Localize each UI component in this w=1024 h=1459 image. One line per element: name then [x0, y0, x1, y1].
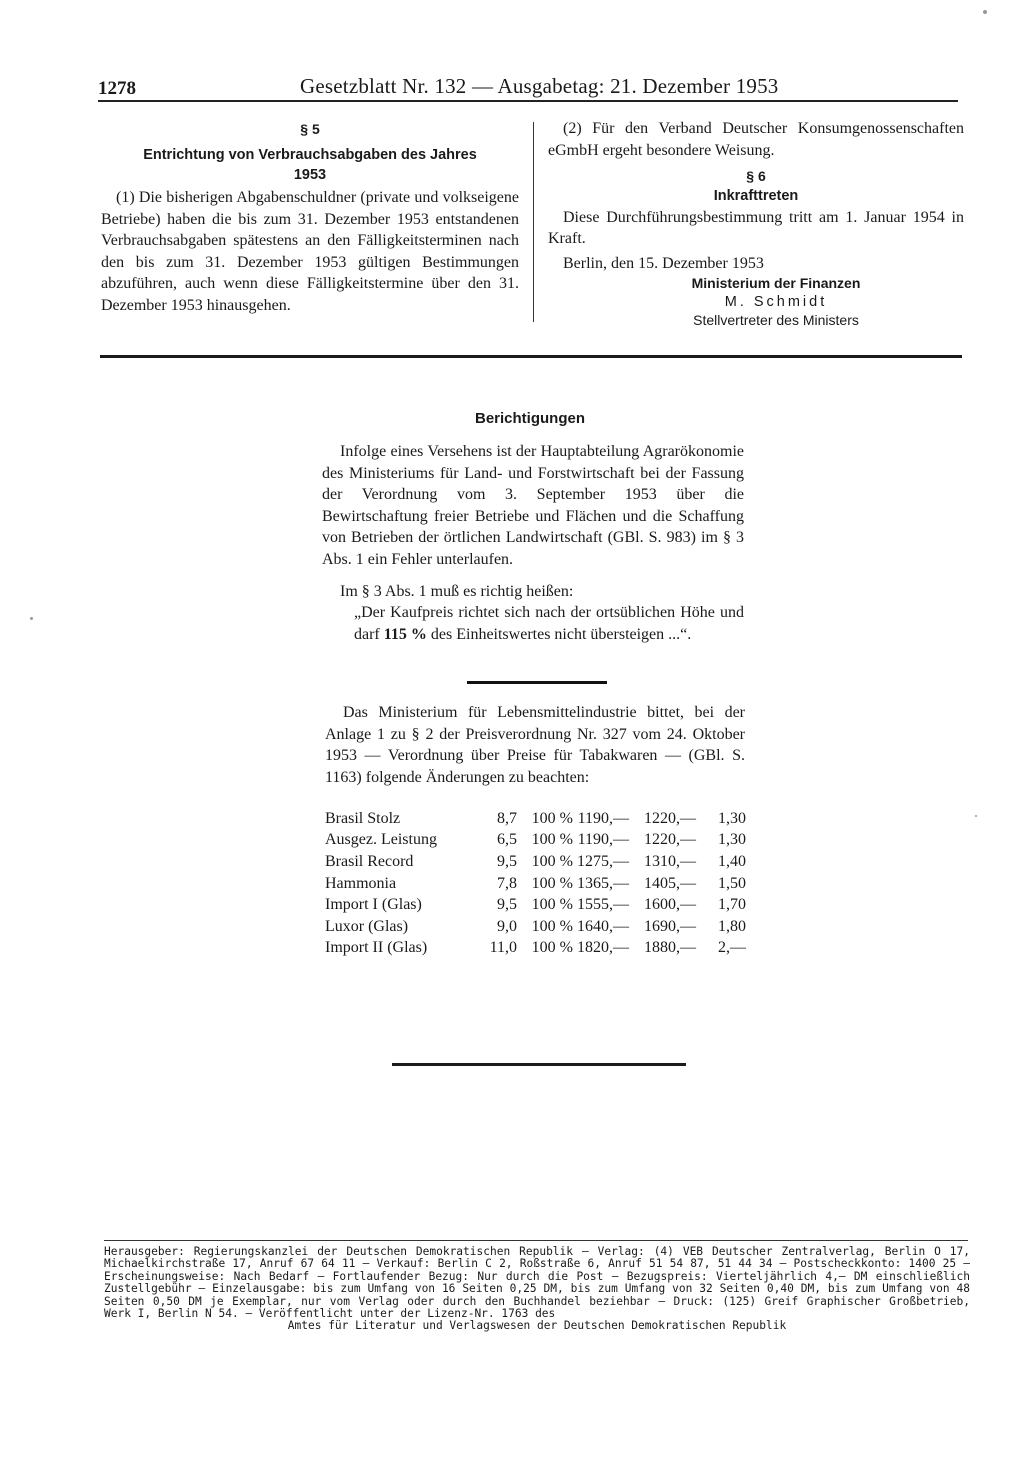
print-speck	[30, 617, 33, 620]
price-cell-v2: 100 %	[531, 852, 573, 870]
price-cell-v2: 100 %	[531, 939, 573, 957]
section-5-mark: § 5	[300, 121, 320, 137]
correction-lead: Im § 3 Abs. 1 muß es richtig heißen:	[340, 582, 574, 600]
right-column	[548, 118, 964, 329]
price-cell-v4: 1690,—	[644, 917, 696, 935]
section-6-mark: § 6	[746, 168, 766, 185]
left-column	[101, 118, 519, 317]
signer-title: Stellvertreter des Ministers	[693, 312, 859, 329]
price-cell-v1: 9,5	[497, 896, 517, 914]
price-cell-name: Brasil Stolz	[325, 809, 401, 827]
price-cell-v5: 1,80	[718, 917, 746, 935]
price-cell-v5: 1,30	[718, 831, 746, 849]
price-cell-v1: 9,0	[497, 917, 517, 935]
price-cell-v2: 100 %	[531, 896, 573, 914]
quote-text-start: „Der Kaufpreis richtet sich nach der ortsüblichen Höhe und darf	[354, 604, 744, 643]
price-cell-v5: 2,—	[718, 939, 746, 957]
section-5-heading: Entrichtung von Verbrauchsabgaben des Jahres 1953	[143, 147, 477, 183]
price-cell-v5: 1,70	[718, 896, 746, 914]
price-cell-v5: 1,40	[718, 852, 746, 870]
price-cell-v1: 9,5	[497, 852, 517, 870]
lebensmittel-body	[325, 702, 745, 788]
price-cell-v3: 1275,—	[577, 852, 629, 870]
price-cell-v3: 1820,—	[577, 939, 629, 957]
lebensmittel-paragraph: Das Ministerium für Lebensmittelindustrie bittet, bei der Anlage 1 zu § 2 der Preisverordnung Nr. 327 vom 24. Oktober 1953 — Verordnung über Preise für Tabakwaren — (GBl. S. 1163) folgende Änderungen zu beachten:	[325, 704, 745, 786]
section-5-paragraph: (1) Die bisherigen Abgabenschuldner (private und volkseigene Betriebe) haben die bis zum 31. Dezember 1953 entstandenen Verbrauchsabgaben spätestens an den Fälligkeitsterminen nach den bis zum 31. Dezember 1953 gültigen Bestimmungen abzuführen, auch wenn diese Fälligkeitstermine über den 31. Dezember 1953 hinausgehen.	[101, 189, 519, 314]
end-rule	[392, 1063, 686, 1066]
price-cell-v3: 1190,—	[577, 809, 629, 827]
quote-percent: 115 %	[383, 625, 427, 643]
price-row	[325, 894, 746, 916]
correction-quote	[354, 602, 744, 645]
quote-text-end: des Einheitswertes nicht übersteigen ...“.	[426, 625, 692, 643]
price-row	[325, 851, 746, 873]
price-cell-name: Import I (Glas)	[325, 896, 422, 914]
footer-text: Herausgeber: Regierungskanzlei der Deutschen Demokratischen Republik — Verlag: (4) VEB Deutscher Zentralverlag, Berlin O 17, Michaelkirchstraße 17, Anruf 67 64 11 — Verkauf: Berlin C 2, Roßstraße 6, Anruf 51 54 87, 51 44 34 — Postscheckkonto: 1400 25 — Erscheinungsweise: Nach Bedarf — Fortlaufender Bezug: Nur durch die Post — Bezugspreis: Vierteljährlich 4,— DM einschließlich Zustellgebühr — Einzelausgabe: bis zum Umfang von 16 Seiten 0,25 DM, bis zum Umfang von 32 Seiten 0,40 DM, bis zum Umfang von 48 Seiten 0,50 DM je Exemplar, nur vom Verlag oder durch den Buchhandel beziehbar — Druck: (125) Greif Graphischer Großbetrieb, Werk I, Berlin N 54. — Veröffentlicht unter der Lizenz-Nr. 1763 des	[104, 1245, 970, 1321]
price-cell-v5: 1,50	[718, 874, 746, 892]
price-cell-v2: 100 %	[531, 874, 573, 892]
gazette-header: Gesetzblatt Nr. 132 — Ausgabetag: 21. Dezember 1953	[300, 74, 779, 98]
price-cell-v4: 1220,—	[644, 831, 696, 849]
price-cell-name: Luxor (Glas)	[325, 917, 409, 935]
section-5-paragraph-2: (2) Für den Verband Deutscher Konsumgenossenschaften eGmbH ergeht besondere Weisung.	[548, 120, 964, 159]
section-6-heading: Inkrafttreten	[713, 188, 799, 205]
print-speck	[983, 10, 987, 14]
price-cell-v3: 1365,—	[577, 874, 629, 892]
section-6-paragraph: Diese Durchführungsbestimmung tritt am 1. Januar 1954 in Kraft.	[548, 208, 964, 248]
price-row	[325, 808, 746, 830]
date-line: Berlin, den 15. Dezember 1953	[563, 254, 764, 272]
berichtigungen-body	[322, 441, 744, 645]
price-cell-v4: 1880,—	[644, 939, 696, 957]
price-cell-v2: 100 %	[531, 809, 573, 827]
price-cell-v4: 1600,—	[644, 896, 696, 914]
berichtigungen-intro: Infolge eines Versehens ist der Hauptabteilung Agrarökonomie des Ministeriums für Land- und Forstwirtschaft bei der Fassung der Verordnung vom 3. September 1953 über die Bewirtschaftung freier Betriebe und Flächen und die Schaffung von Betrieben der örtlichen Landwirtschaft (GBl. S. 983) im § 3 Abs. 1 ein Fehler unterlaufen.	[322, 443, 744, 568]
price-cell-v1: 7,8	[497, 874, 517, 892]
berichtigungen-title: Berichtigungen	[475, 410, 586, 427]
tobacco-price-table	[325, 808, 746, 959]
page-number: 1278	[98, 78, 136, 99]
footer-rule	[104, 1240, 968, 1241]
price-cell-v5: 1,30	[718, 809, 746, 827]
price-cell-v3: 1640,—	[577, 917, 629, 935]
column-divider	[533, 122, 534, 322]
signer-name: M. Schmidt	[724, 294, 828, 311]
price-cell-v4: 1310,—	[644, 852, 696, 870]
price-cell-v3: 1555,—	[577, 896, 629, 914]
separator-rule	[467, 681, 607, 684]
footer-last-line: Amtes für Literatur und Verlagswesen der Deutschen Demokratischen Republik	[287, 1319, 787, 1333]
price-row	[325, 873, 746, 895]
price-row	[325, 916, 746, 938]
price-row	[325, 830, 746, 852]
price-cell-v3: 1190,—	[577, 831, 629, 849]
price-cell-v1: 6,5	[497, 831, 517, 849]
ministry-name: Ministerium der Finanzen	[691, 275, 861, 292]
price-cell-v1: 8,7	[497, 809, 517, 827]
print-speck	[975, 815, 977, 817]
price-cell-v4: 1405,—	[644, 874, 696, 892]
publisher-footer	[104, 1246, 970, 1333]
price-cell-v4: 1220,—	[644, 809, 696, 827]
header-rule	[98, 100, 958, 102]
price-cell-v2: 100 %	[531, 917, 573, 935]
price-cell-v2: 100 %	[531, 831, 573, 849]
price-cell-name: Hammonia	[325, 874, 397, 892]
price-cell-name: Import II (Glas)	[325, 939, 428, 957]
price-row	[325, 938, 746, 960]
section-rule	[100, 355, 962, 358]
price-cell-v1: 11,0	[489, 939, 517, 957]
price-cell-name: Brasil Record	[325, 852, 414, 870]
price-cell-name: Ausgez. Leistung	[325, 831, 437, 849]
